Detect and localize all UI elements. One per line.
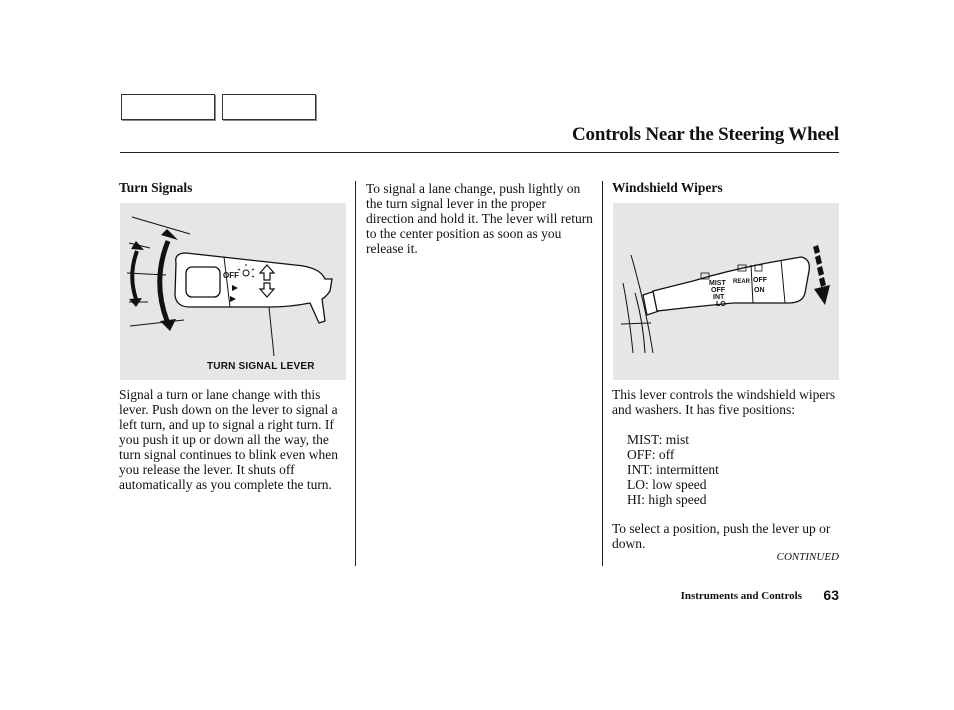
wipers-select-paragraph: To select a position, push the lever up or down.: [612, 521, 831, 551]
wiper-rear-on-label: ON: [754, 287, 765, 294]
lever-off-label: OFF: [223, 271, 239, 280]
column-divider-2: [602, 181, 603, 566]
turn-signal-figure: [120, 203, 346, 380]
wiper-int-label: INT: [713, 294, 725, 301]
wiper-lever-illustration: [613, 203, 839, 380]
wiper-position-mist: MIST: mist: [627, 432, 689, 447]
turn-signal-caption: TURN SIGNAL LEVER: [207, 361, 315, 372]
footer-section-title: Instruments and Controls: [680, 590, 802, 602]
wiper-rear-label: REAR: [733, 279, 751, 285]
wiper-positions-list: [627, 432, 719, 507]
wiper-position-hi: HI: high speed: [627, 492, 707, 507]
turn-signals-heading: Turn Signals: [119, 180, 193, 195]
page-title: Controls Near the Steering Wheel: [572, 124, 839, 145]
continued-label: CONTINUED: [776, 551, 839, 563]
nav-button-1[interactable]: [121, 94, 215, 120]
turn-signals-body: Signal a turn or lane change with this lever. Push down on the lever to signal a left turn, and up to signal a right turn. If you push it up or down all the way, the turn signal continues to blink even when you release the lever. It shuts off automatically as you complete the turn.: [119, 387, 338, 492]
page-number: 63: [823, 587, 839, 603]
column-divider-1: [355, 181, 356, 566]
lane-change-paragraph: To signal a lane change, push lightly on the turn signal lever in the proper direction and hold it. The lever will return to the center position as soon as you release it.: [366, 181, 593, 256]
wiper-mist-label: MIST: [709, 280, 726, 287]
wiper-position-lo: LO: low speed: [627, 477, 707, 492]
title-rule: [120, 152, 839, 153]
wiper-off-label: OFF: [711, 287, 725, 294]
wipers-intro: This lever controls the windshield wipers and washers. It has five positions:: [612, 387, 836, 417]
wiper-rear-off-label: OFF: [753, 277, 767, 284]
wiper-position-int: INT: intermittent: [627, 462, 719, 477]
wiper-position-off: OFF: off: [627, 447, 675, 462]
turn-signal-lever-illustration: [120, 203, 346, 380]
wiper-lo-label: LO: [716, 301, 726, 308]
windshield-wipers-heading: Windshield Wipers: [612, 180, 723, 195]
nav-button-2[interactable]: [222, 94, 316, 120]
wiper-figure: [613, 203, 839, 380]
